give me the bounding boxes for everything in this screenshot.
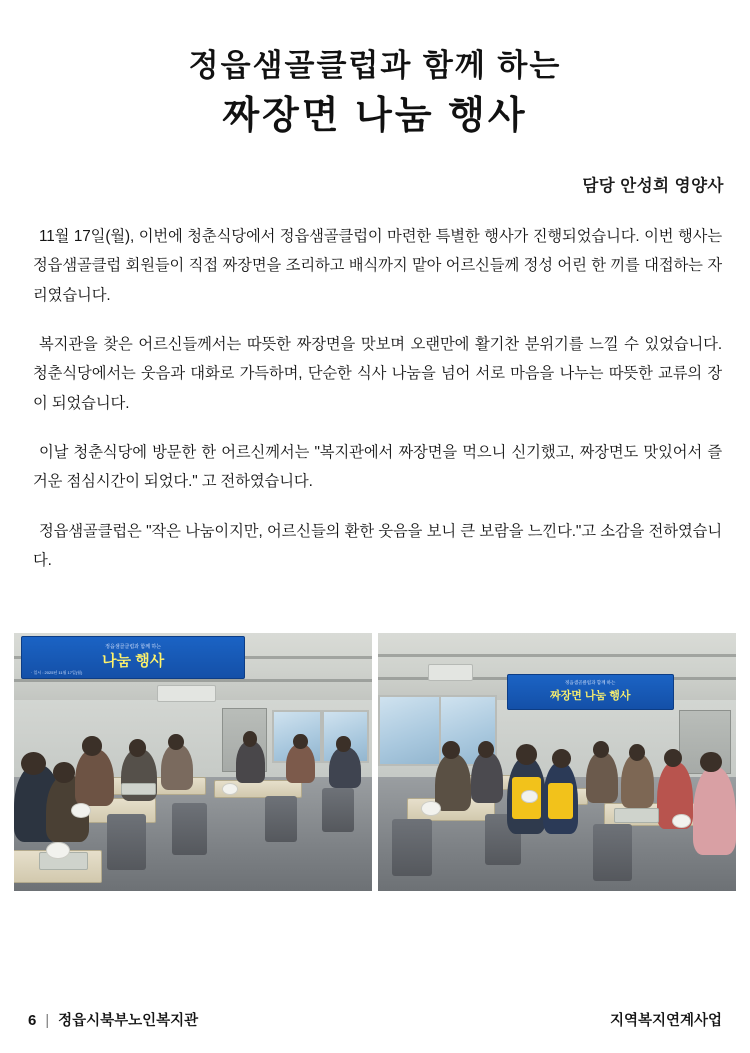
person-head <box>243 731 257 746</box>
chair <box>392 819 431 876</box>
ceiling-beam <box>14 679 372 682</box>
person <box>161 744 193 790</box>
person <box>435 754 471 811</box>
paragraph: 복지관을 찾은 어르신들께서는 따뜻한 짜장면을 맛보며 오랜만에 활기찬 분위기를 느낄 수 있었습니다. 청춘식당에서는 웃음과 대화로 가득하며, 단순한 식사 나눔을 넘어 서로 마음을 나누는 따뜻한 교류의 장이 되었습니다. <box>33 335 722 412</box>
page-title <box>0 0 750 142</box>
person <box>329 747 361 788</box>
person-head <box>129 739 147 757</box>
byline: 담당 안성희 영양사 <box>582 176 724 195</box>
title-line-1: 정읍샘골클럽과 함께 하는 <box>188 48 562 83</box>
person-head <box>53 762 74 783</box>
chair <box>322 788 354 832</box>
chair <box>265 796 297 842</box>
ceiling-beam <box>378 654 736 657</box>
bowl <box>421 801 441 816</box>
event-photo-right <box>378 633 736 891</box>
person <box>586 752 618 804</box>
person <box>621 754 653 808</box>
meal-tray <box>614 808 659 823</box>
banner-detail: · 일시 : 2025년 11월 17일(월) <box>31 670 83 676</box>
person <box>693 767 736 855</box>
person-head <box>629 744 645 761</box>
person-head <box>700 752 721 773</box>
person-head <box>593 741 609 758</box>
bowl <box>222 783 238 795</box>
person <box>286 744 315 783</box>
bowl <box>521 790 537 802</box>
banner-title: 나눔 행사 <box>102 652 165 670</box>
article-body <box>0 222 750 576</box>
paragraph: 정읍샘골클럽은 "작은 나눔이지만, 어르신들의 환한 웃음을 보니 큰 보람을 느낀다."고 소감을 전하였습니다. <box>33 522 722 570</box>
person <box>236 741 265 782</box>
event-banner <box>507 674 674 710</box>
event-banner <box>21 636 245 679</box>
bowl <box>46 842 69 859</box>
banner-subtitle: 정읍샘골클럽과 함께 하는 <box>565 679 616 685</box>
chair <box>593 824 632 881</box>
paragraph: 11월 17일(월), 이번에 청춘식당에서 정읍샘골클럽이 마련한 특별한 행사가 진행되었습니다. 이번 행사는 정읍샘골클럽 회원들이 직접 짜장면을 조리하고 배식까지 맡아 어르신들께 정성 어린 한 끼를 대접하는 자리였습니다. <box>33 227 722 304</box>
person <box>471 752 503 804</box>
organization-name: 정읍시북부노인복지관 <box>58 1012 199 1029</box>
person-head <box>21 752 46 775</box>
meal-tray <box>121 783 155 795</box>
paragraph: 이날 청춘식당에 방문한 한 어르신께서는 "복지관에서 짜장면을 먹으니 신기했고, 짜장면도 맛있어서 즐거운 점심시간이 되었다." 고 전하였습니다. <box>33 443 722 491</box>
volunteer-vest <box>548 783 573 819</box>
banner-subtitle: 정읍샘골클럽과 함께 하는 <box>105 644 162 651</box>
person-head <box>293 734 307 749</box>
banner-title: 짜장면 나눔 행사 <box>549 689 631 702</box>
window <box>378 695 443 766</box>
chair <box>172 803 208 855</box>
person-head <box>516 744 537 765</box>
footer-left <box>28 1009 198 1030</box>
chair <box>107 814 146 871</box>
person-head <box>82 736 102 755</box>
program-name: 지역복지연계사업 <box>609 1012 722 1029</box>
title-line-2: 짜장면 나눔 행사 <box>222 94 528 137</box>
photo-gallery <box>14 633 736 891</box>
person <box>75 749 114 806</box>
air-conditioner <box>428 664 473 681</box>
air-conditioner <box>157 685 216 702</box>
event-photo-left <box>14 633 372 891</box>
page-footer <box>0 985 750 1053</box>
footer-divider: | <box>45 1012 50 1029</box>
page-number: 6 <box>28 1011 37 1029</box>
person-head <box>336 736 350 751</box>
